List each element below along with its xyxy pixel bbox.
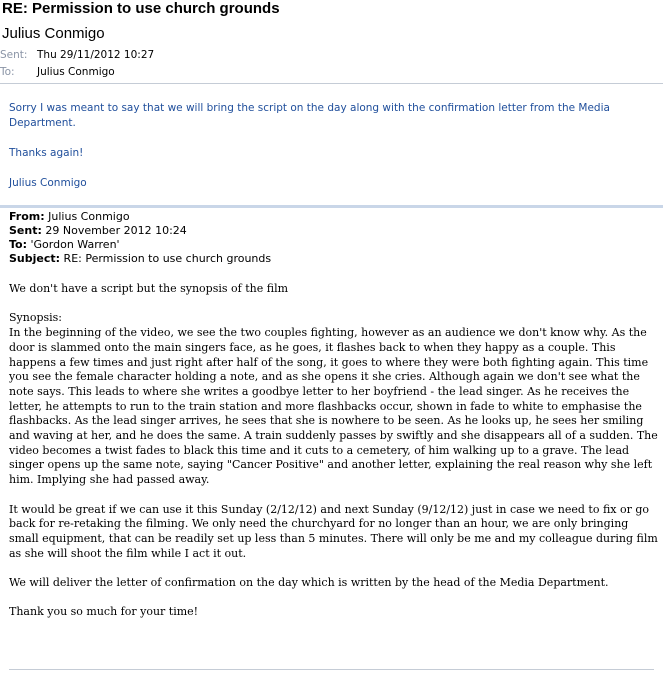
quoted-subject-row bbox=[9, 252, 271, 266]
quoted-sent-value: 29 November 2012 10:24 bbox=[45, 224, 187, 237]
reply-paragraph: Sorry I was meant to say that we will bring the script on the day along with the confirmation letter from the Media Department. bbox=[9, 102, 610, 129]
reply-signature: Julius Conmigo bbox=[9, 177, 87, 189]
quoted-message-body bbox=[9, 282, 659, 635]
quote-divider bbox=[0, 205, 663, 208]
quoted-intro: We don't have a script but the synopsis of the film bbox=[9, 282, 289, 295]
quoted-subject-value: RE: Permission to use church grounds bbox=[63, 252, 272, 265]
quoted-sent-label: Sent: bbox=[9, 224, 42, 237]
sent-label: Sent: bbox=[0, 49, 28, 61]
quoted-to-row bbox=[9, 238, 271, 252]
email-header bbox=[0, 0, 663, 84]
quoted-from-value: Julius Conmigo bbox=[48, 210, 130, 223]
quoted-sent-row bbox=[9, 224, 271, 238]
reply-body bbox=[9, 101, 654, 206]
email-subject: RE: Permission to use church grounds bbox=[2, 0, 280, 17]
to-label: To: bbox=[0, 66, 15, 78]
footer-divider bbox=[9, 669, 654, 670]
delivery-paragraph: We will deliver the letter of confirmation on the day which is written by the head of the Media Department. bbox=[9, 576, 609, 590]
synopsis-heading: Synopsis: bbox=[9, 311, 63, 325]
to-recipient[interactable]: Julius Conmigo bbox=[37, 66, 115, 78]
quoted-from-row bbox=[9, 210, 271, 224]
quoted-from-label: From: bbox=[9, 210, 45, 223]
header-divider bbox=[0, 83, 663, 84]
sent-value: Thu 29/11/2012 10:27 bbox=[37, 49, 155, 61]
quoted-message-header bbox=[9, 210, 271, 266]
quoted-to-label: To: bbox=[9, 238, 27, 251]
synopsis-text: In the beginning of the video, we see the two couples fighting, however as an audience we don't know why. As the door is slammed onto the main singers face, as he goes, it flashes back to when they happy as a couple. This happens a few times and just right after half of the song, it goes to where they were both fighting again. This time you see the female character holding a note, and as she opens it she cries. Although again we don't see what the note says. This leads to where she writes a goodbye letter to her boyfriend - the lead singer. As he receives the letter, he attempts to run to the train station and more flashbacks occur, shown in fade to white to emphasise the flashbacks. As the lead singer arrives, he sees that she is nowhere to be seen. As he looks up, he sees her smiling and waving at her, and he does the same. A train suddenly passes by swiftly and she disappears all of a sudden. The video becomes a twist fades to black this time and it cuts to a cemetery, of him walking up to a grave. The lead singer opens up the same note, saying "Cancer Positive" and another letter, explaining the real reason why she left him. Implying she had passed away. bbox=[9, 326, 658, 487]
quoted-to-value: 'Gordon Warren' bbox=[30, 238, 120, 251]
email-sender[interactable]: Julius Conmigo bbox=[2, 25, 105, 42]
reply-paragraph: Thanks again! bbox=[9, 147, 84, 159]
quoted-subject-label: Subject: bbox=[9, 252, 61, 265]
request-paragraph: It would be great if we can use it this Sunday (2/12/12) and next Sunday (9/12/12) just in case we need to fix or go back for re-retaking the filming. We only need the churchyard for no longer than an hour, we are only bringing small equipment, that can be readily set up less than 5 minutes. There will only be me and my colleague during film as she will shoot the film while I act it out. bbox=[9, 502, 658, 560]
thanks-paragraph: Thank you so much for your time! bbox=[9, 605, 199, 619]
